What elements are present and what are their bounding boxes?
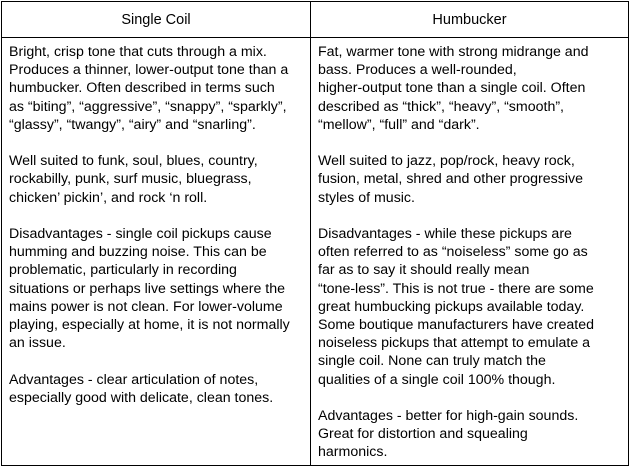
- humbucker-genres-text: Well suited to jazz, pop/rock, heavy rock, fusion, metal, shred and other progressive styles of music.: [318, 153, 583, 206]
- humbucker-disadvantages-text: Disadvantages - while these pickups are often referred to as “noiseless” some go as far as to say it should really mean “tone-less”. This is not true - there are some great humbucking pickups available today. Some boutique manufacturers have created noiseless pickups that attempt to emulate a single coil. None can truly match the qualities of a single coil 100% though.: [318, 226, 595, 388]
- single-coil-cell: [2, 38, 311, 466]
- header-humbucker: Humbucker: [311, 2, 629, 38]
- single-coil-advantages-text: Advantages - clear articulation of notes, especially good with delicate, clean tones.: [9, 371, 274, 406]
- humbucker-advantages-text: Advantages - better for high-gain sounds. Great for distortion and squealing harmonics.: [318, 408, 579, 461]
- content-row: [2, 38, 629, 466]
- single-coil-genres-text: Well suited to funk, soul, blues, country, rockabilly, punk, surf music, bluegrass, chicken’ pickin’, and rock ‘n roll.: [9, 153, 258, 206]
- header-single-coil: Single Coil: [2, 2, 311, 38]
- single-coil-tone-text: Bright, crisp tone that cuts through a mix. Produces a thinner, lower-output tone than a humbucker. Often described in terms such as “biting”, “aggressive”, “snappy”, “sparkly”, “glassy”, “twangy”, “airy” and “snarling”.: [9, 44, 289, 133]
- header-row: [2, 2, 629, 38]
- comparison-table: [1, 1, 629, 466]
- humbucker-cell: [311, 38, 629, 466]
- humbucker-tone-text: Fat, warmer tone with strong midrange and bass. Produces a well-rounded, higher-output tone than a single coil. Often described as “thick”, “heavy”, “smooth”, “mellow”, “full” and “dark”.: [318, 44, 589, 133]
- single-coil-disadvantages-text: Disadvantages - single coil pickups cause humming and buzzing noise. This can be problematic, particularly in recording situations or perhaps live settings where the mains power is not clean. For lower-volume playing, especially at home, it is not normally an issue.: [9, 226, 290, 352]
